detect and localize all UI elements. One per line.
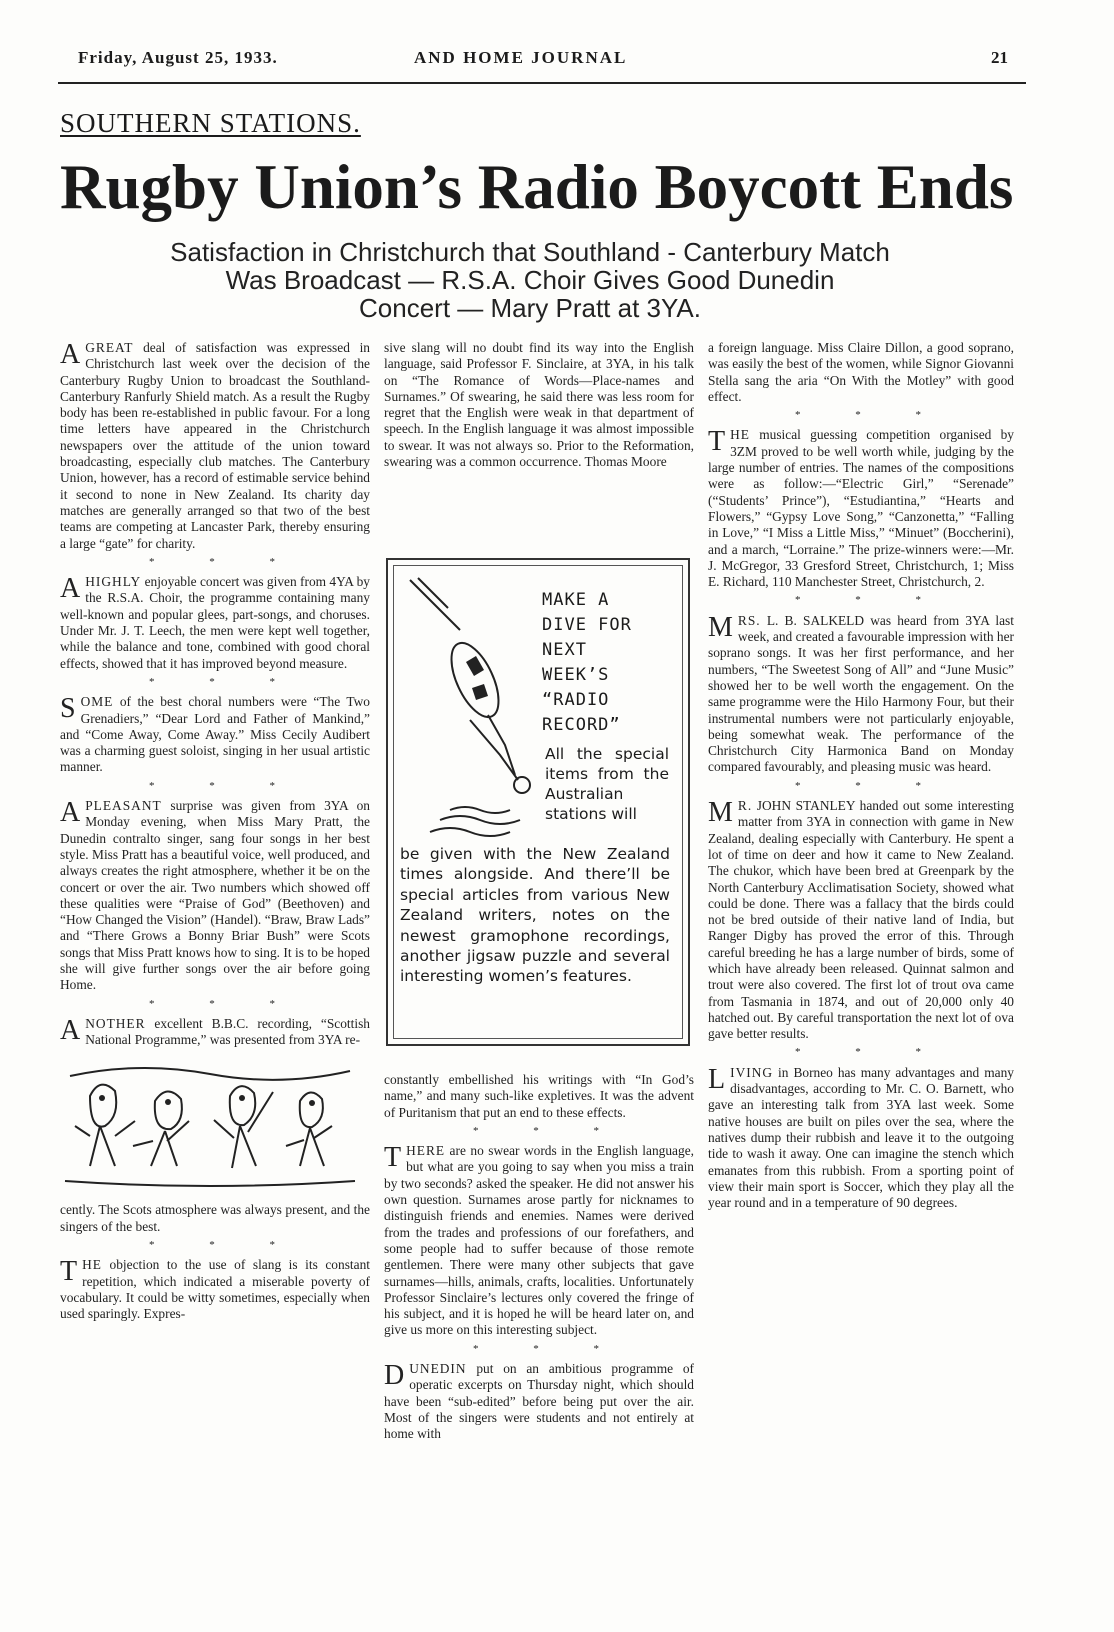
paragraph: THERE are no swear words in the English language, but what are you going to say when you miss a train by two seconds? asked the speaker. He did not answer his own question. Surnames arose partly for nicknames to distinguish friends and enemies. Names were derived from the trades and professions of our forefathers, and some people had to suffer because of those remote gentlemen. There were many other subjects that gave surnames—hills, animals, crafts, localities. Unfortunately Professor Sinclaire’s lectures only covered the fringe of his subject, and it is hoped he will be heard later on, and give us more on this interesting subject.: [384, 1142, 694, 1338]
drop-cap: A: [60, 797, 81, 829]
paragraph: MR. JOHN STANLEY handed out some interesting matter from 3YA in connection with game in New Zealand, dealing especially with Canterbury. He spent a lot of time on deer and how it came to New Zealand. The chukor, which have been bred at Greenpark by the North Canterbury Acclimatisation Society, showed what could be done. There was a fallacy that the birds could not be bred outside of their native land of India, but Ranger Digby has proved the error of this. Through careful breeding he has a large number of birds, some of which have already been released. Quinnat salmon and trout were also covered. The first lot of trout ova came from Tasmania in 1874, and out of 20,000 only 40 hatched out. By careful transportation the next lot of ova gave better results.: [708, 797, 1014, 1042]
promo-line: DIVE FOR: [542, 615, 632, 635]
paragraph: AHIGHLY enjoyable concert was given from 4YA by the R.S.A. Choir, the programme containing many well-known and popular glees, part-songs, and choruses. Under Mr. J. T. Leech, the men were kept well together, while the balance and tone, combined with good choral effects, showed that it has improved beyond measure.: [60, 573, 370, 671]
promo-line: RECORD”: [542, 715, 621, 735]
section-separator: * * *: [149, 675, 301, 688]
paragraph: ANOTHER excellent B.B.C. recording, “Scottish National Programme,” was presented from 3YA re-: [60, 1014, 370, 1048]
section-separator: * * *: [795, 594, 947, 607]
paragraph: SOME of the best choral numbers were “The Two Grenadiers,” “Dear Lord and Father of Mankind,” and “Come Away, Come Away.” Miss Cecily Audibert was a charming guest soloist, singing in her usual artistic manner.: [60, 693, 370, 775]
drop-cap: A: [60, 1014, 81, 1046]
paragraph: cently. The Scots atmosphere was always present, and the singers of the best.: [60, 1202, 370, 1234]
section-separator: * * *: [795, 409, 947, 422]
radio-record-promo-box: [386, 558, 690, 1046]
section-separator: * * *: [149, 997, 301, 1010]
subheadline: [80, 238, 980, 322]
paragraph: sive slang will no doubt find its way into the English language, said Professor F. Sinclaire, at 3YA, in his talk on “The Romance of Words—Place-names and Surnames.” Of swearing, he said there was less room for regret that the English were weak in that department of speech. In the English language it was almost impossible to swear. It was not always so. Prior to the Reformation, swearing was a common occurrence. Thomas Moore: [384, 340, 694, 470]
paragraph: constantly embellished his writings with “In God’s name,” and many such-like expletives. It was the advent of Puritanism that put an end to these effects.: [384, 1072, 694, 1120]
paragraph: AGREAT deal of satisfaction was expressed in Christchurch last week over the decision of the Canterbury Rugby Union to broadcast the Southland-Canterbury Ranfurly Shield match. As a result the Rugby body has been re-established in public favour. For a long time letters have appeared in the Christchurch newspapers over the attitude of the union toward broadcasting, especially club matches. The Canterbury Union, however, has a record of estimable service behind it second to none in New Zealand. Its charity day matches are generally arranged so that two of the best teams are competing at Lancaster Park, thereby ensuring a large “gate” for charity.: [60, 339, 370, 551]
paragraph: THE musical guessing competition organised by 3ZM proved to be well worth while, judging by the large number of entries. The names of the compositions were as follow:—“Electric Girl,” “Serenade” (“Students’ Prince”), “Estudiantina,” “Hearts and Flowers,” “Gypsy Love Song,” “Canzonetta,” “Falling in Love,” “I Miss a Little Miss,” “Minuet” (Boccherini), and a march, “Lorraine.” The prize-winners were:—Mr. J. McGregor, 33 Gresford Street, Christchurch, 1; Miss E. Richard, 110 Manchester Street, Christchurch, 2.: [708, 426, 1014, 590]
section-separator: * * *: [795, 1046, 947, 1059]
drop-cap: D: [384, 1360, 405, 1392]
section-separator: * * *: [149, 779, 301, 792]
header-journal-title: AND HOME JOURNAL: [414, 48, 628, 67]
section-separator: * * *: [473, 1124, 625, 1137]
drop-cap: M: [708, 611, 733, 643]
promo-headline: [542, 588, 672, 738]
subhead-line-2: Was Broadcast — R.S.A. Choir Gives Good Dunedin: [225, 265, 835, 295]
section-title: SOUTHERN STATIONS.: [60, 108, 361, 138]
drop-cap: T: [60, 1256, 78, 1288]
paragraph: DUNEDIN put on an ambitious programme of operatic excerpts on Thursday night, which should have been “sub-edited” before being put over the air. Most of the singers were students and not entirely at home with: [384, 1360, 694, 1442]
promo-line: MAKE A: [542, 590, 610, 610]
column-2-bottom: [384, 1072, 694, 1443]
header-page-number: 21: [991, 48, 1008, 67]
headline: Rugby Union’s Radio Boycott Ends: [60, 152, 1014, 222]
section-separator: * * *: [795, 779, 947, 792]
subhead-line-1: Satisfaction in Christchurch that Southland - Canterbury Match: [170, 237, 890, 267]
column-2-top: [384, 340, 694, 470]
section-separator: * * *: [149, 555, 301, 568]
drop-cap: S: [60, 693, 76, 725]
paragraph: THE objection to the use of slang is its constant repetition, which indicated a miserable poverty of vocabulary. It could be witty sometimes, especially when used sparingly. Expres-: [60, 1256, 370, 1322]
drop-cap: L: [708, 1063, 726, 1095]
drop-cap: A: [60, 339, 81, 370]
section-separator: * * *: [473, 1342, 625, 1355]
column-3: [708, 340, 1014, 1211]
promo-body-bottom: be given with the New Zealand times alongside. And there’ll be special articles from various New Zealand writers, notes on the newest gramophone recordings, another jigsaw puzzle and several interesting women’s features.: [400, 845, 670, 986]
section-separator: * * *: [149, 1239, 301, 1252]
page-header: [78, 44, 1026, 72]
promo-line: NEXT: [542, 640, 587, 660]
column-1: [60, 340, 370, 1600]
paragraph: MRS. L. B. SALKELD was heard from 3YA last week, and created a favourable impression with her soprano songs. It was her first performance, and her numbers, “The Sweetest Song of All” and “June Music” showed her to be well worth the engagement. On the same programme were the Hilo Harmony Four, but their instrumental numbers were not particularly enjoyable, being somewhat weak. The performance of the Christchurch City Harmonica Band on Monday compared favourably, and pleasing music was heard.: [708, 611, 1014, 775]
promo-line: “RADIO: [542, 690, 610, 710]
drop-cap: T: [708, 426, 726, 458]
drop-cap: M: [708, 797, 733, 829]
promo-line: WEEK’S: [542, 665, 610, 685]
paragraph: APLEASANT surprise was given from 3YA on Monday evening, when Miss Mary Pratt, the Dunedin contralto singer, sang four songs in her best style. Miss Pratt has a beautiful voice, well produced, and always creates the right atmosphere, whether it be on the concert or over the air. Two numbers which showed off these qualities were “Praise of God” (Beethoven) and “How Changed the Vision” (Handel). “Braw, Braw Lads” and “There Grows a Bonny Briar Bush” were Scots songs that Miss Pratt knows how to sing. It is to be hoped she will give further songs over the air before going Home.: [60, 797, 370, 993]
subhead-line-3: Concert — Mary Pratt at 3YA.: [359, 293, 701, 323]
drop-cap: T: [384, 1142, 402, 1174]
diver-illustration: [400, 570, 540, 840]
paragraph: LIVING in Borneo has many advantages and many disadvantages, according to Mr. C. O. Barnett, who gave an interesting talk from 3YA last week. Some native houses are built on piles over the sea, where the natives dump their rubbish and leave it to the outgoing tide to wash it away. One can imagine the stench which emanates from this rubbish. From a sporting point of view their main sport is Soccer, which they play all the year round and in a temperature of 90 degrees.: [708, 1063, 1014, 1211]
paragraph: a foreign language. Miss Claire Dillon, a good soprano, was easily the best of the women, while Signor Giovanni Stella sang the aria “On With the Motley” with good effect.: [708, 340, 1014, 404]
header-rule: [58, 82, 1026, 84]
scottish-dancers-cartoon: [60, 1056, 360, 1196]
header-date: Friday, August 25, 1933.: [78, 48, 278, 67]
promo-body-top: All the special items from the Australian stations will: [545, 745, 669, 823]
drop-cap: A: [60, 573, 81, 605]
